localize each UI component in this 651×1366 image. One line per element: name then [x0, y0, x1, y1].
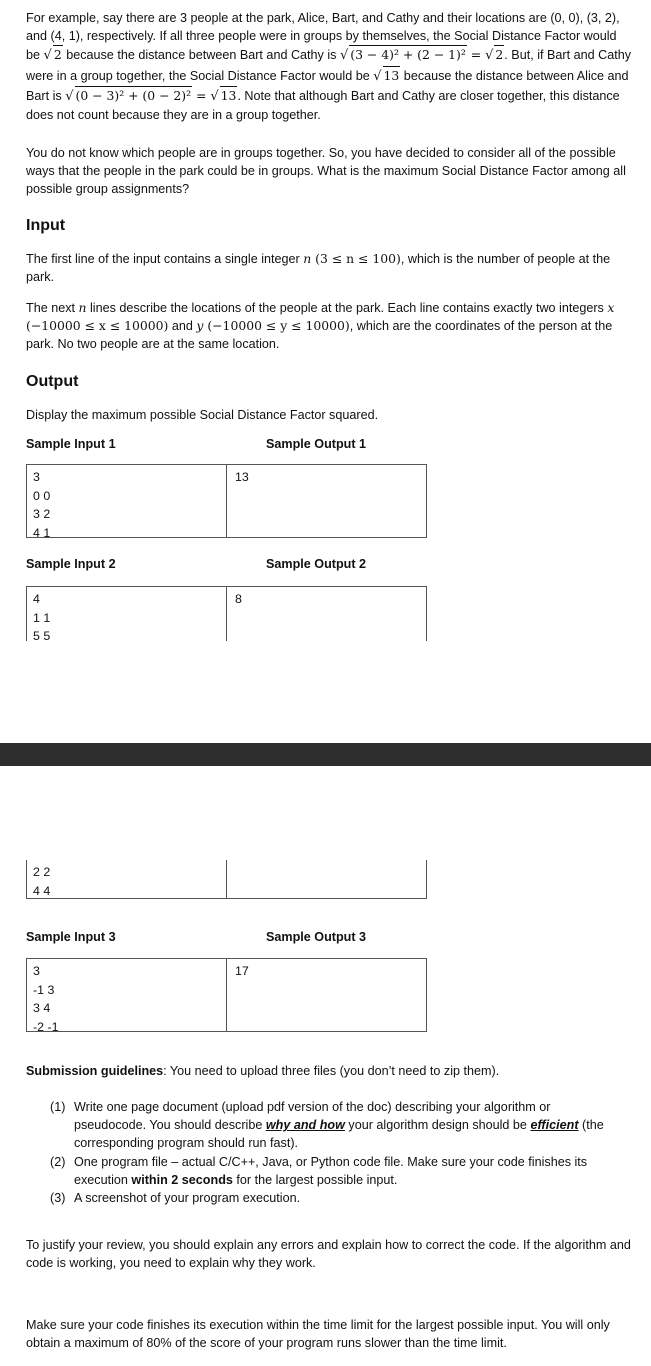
emphasis-time-limit: within 2 seconds	[131, 1172, 233, 1187]
emphasis-why-and-how: why and how	[265, 1118, 345, 1133]
input-line: 3	[33, 964, 40, 978]
math-range-n: (3 ≤ n ≤ 100)	[311, 251, 401, 266]
text: The next	[26, 301, 79, 315]
text: lines describe the locations of the people at the park. Each line contains exactly two integers	[86, 301, 608, 315]
submission-lead	[26, 1062, 632, 1080]
input-line: 2 2	[33, 865, 51, 879]
list-item	[50, 1098, 620, 1153]
sample-output-2-cell	[227, 587, 426, 641]
sqrt-icon: √	[373, 68, 382, 84]
input-paragraph-n	[26, 250, 632, 286]
sample-input-3-cell	[27, 959, 227, 1034]
time-limit-paragraph: Make sure your code finishes its execution within the time limit for the largest possible input. You will only obtain a maximum of 80% of the score of your program runs slower than the time limit.	[26, 1318, 610, 1351]
sample-input-2-cell	[27, 587, 227, 641]
sqrt-icon: √	[339, 48, 349, 64]
text: : You need to upload three files (you don’t need to zip them).	[163, 1064, 500, 1078]
intro-text: . But, if Bart and Cathy were in a group together, the Social Distance Factor would be	[26, 48, 631, 83]
list-number: (3)	[50, 1191, 66, 1206]
list-item	[50, 1153, 620, 1189]
math-sqrt-2: 2	[494, 45, 504, 64]
input-line: -1 3	[33, 982, 55, 997]
text: A screenshot of your program execution.	[74, 1191, 301, 1206]
text: One program file – actual C/C++, Java, or Python code file. Make sure your code finishes its execution	[74, 1154, 588, 1187]
math-var-n: n	[78, 300, 87, 315]
sample-3-table	[26, 958, 427, 1032]
input-line: 5 5	[33, 629, 51, 643]
sample-output-3-label: Sample Output 3	[266, 930, 367, 944]
math-equals: =	[466, 47, 486, 63]
output-line: 8	[235, 592, 242, 606]
list-number: (1)	[50, 1100, 66, 1114]
sqrt-icon: √	[65, 88, 74, 104]
input-paragraph-coords	[26, 299, 632, 354]
page-break-divider	[0, 743, 651, 766]
input-line: 3 2	[33, 507, 51, 521]
intro-paragraph-example	[26, 9, 632, 124]
sample-2-table-bottom	[26, 860, 427, 899]
sample-1-table	[26, 464, 427, 538]
intro-text: . Note that although Bart and Cathy are closer together, this distance does not count because they are in a group together.	[26, 88, 620, 123]
text: Write one page document (upload pdf version of the doc) describing your algorithm or pseudocode. You should describe	[74, 1100, 551, 1133]
math-var-y: y	[196, 318, 204, 334]
sample-output-1-cell	[227, 465, 426, 537]
input-line: 1 1	[33, 610, 51, 625]
text: for the largest possible input.	[232, 1172, 398, 1187]
math-sqrt-13: 13	[220, 86, 238, 105]
sample-input-1-label: Sample Input 1	[26, 437, 116, 451]
review-paragraph: To justify your review, you should explain any errors and explain how to correct the code. If the algorithm and code is working, you need to explain why they work.	[26, 1238, 631, 1271]
math-var-n: n	[303, 251, 312, 266]
math-equals: =	[192, 87, 211, 103]
input-line: 3	[33, 470, 40, 484]
intro-text: because the distance between Alice and Bart is	[26, 68, 629, 103]
sample-input-3-label: Sample Input 3	[26, 930, 116, 944]
output-description: Display the maximum possible Social Distance Factor squared.	[26, 408, 379, 422]
text: , which is the number of people at the park.	[26, 252, 611, 285]
sample-input-2-label: Sample Input 2	[26, 557, 116, 571]
sample-output-3-cell	[227, 959, 426, 1031]
input-line: 4 1	[33, 525, 51, 540]
sqrt-icon: √	[210, 88, 219, 104]
text: (the corresponding program should run fast).	[74, 1118, 604, 1151]
emphasis-efficient: efficient	[530, 1118, 579, 1133]
list-number: (2)	[50, 1154, 66, 1169]
text: and	[168, 319, 197, 334]
intro-paragraph-task: You do not know which people are in groups together. So, you have decided to consider all of the possible ways that the people in the park could be in groups. What is the maximum Social Distance Factor among all possible group assignments?	[26, 146, 626, 197]
input-line: 3 4	[33, 1001, 51, 1015]
sqrt-icon: √	[485, 48, 494, 64]
math-sqrt-2: 2	[53, 45, 63, 64]
output-line: 17	[235, 964, 249, 978]
output-line: 13	[235, 470, 249, 484]
math-range-y: (−10000 ≤ y ≤ 10000)	[203, 318, 350, 334]
math-var-x: x	[607, 300, 615, 315]
submission-list	[50, 1098, 620, 1207]
input-heading: Input	[26, 217, 66, 234]
intro-text: because the distance between Bart and Cathy is	[62, 48, 340, 63]
sample-output-2-label: Sample Output 2	[266, 557, 367, 571]
text: your algorithm design should be	[344, 1118, 531, 1133]
sample-input-1-cell	[27, 465, 227, 540]
sample-2-table-top	[26, 586, 427, 641]
math-sqrt-13: 13	[383, 66, 401, 85]
sample-input-2-cell-continued	[27, 860, 227, 898]
output-heading: Output	[26, 373, 79, 390]
input-line: 0 0	[33, 488, 51, 503]
input-line: 4	[33, 592, 40, 606]
text: , which are the coordinates of the person at the park. No two people are at the same location.	[26, 319, 613, 352]
input-line: -2 -1	[33, 1019, 59, 1034]
list-item	[50, 1189, 620, 1207]
intro-text: For example, say there are 3 people at the park, Alice, Bart, and Cathy and their locations are (0, 0), (3, 2), and (4, 1), respectively. If all three people were in groups by themselves, the Social Distance Factor would be	[26, 11, 620, 63]
math-range-x: (−10000 ≤ x ≤ 10000)	[26, 318, 169, 334]
sample-output-2-cell-continued	[227, 860, 426, 898]
math-distance-bart-cathy: (3 − 4)² + (2 − 1)²	[349, 45, 467, 64]
sqrt-icon: √	[43, 48, 52, 64]
math-distance-alice-bart: (0 − 3)² + (0 − 2)²	[75, 86, 193, 105]
input-line: 4 4	[33, 883, 51, 898]
text: The first line of the input contains a single integer	[26, 252, 304, 266]
submission-lead-bold: Submission guidelines	[26, 1064, 164, 1078]
sample-output-1-label: Sample Output 1	[266, 437, 367, 451]
